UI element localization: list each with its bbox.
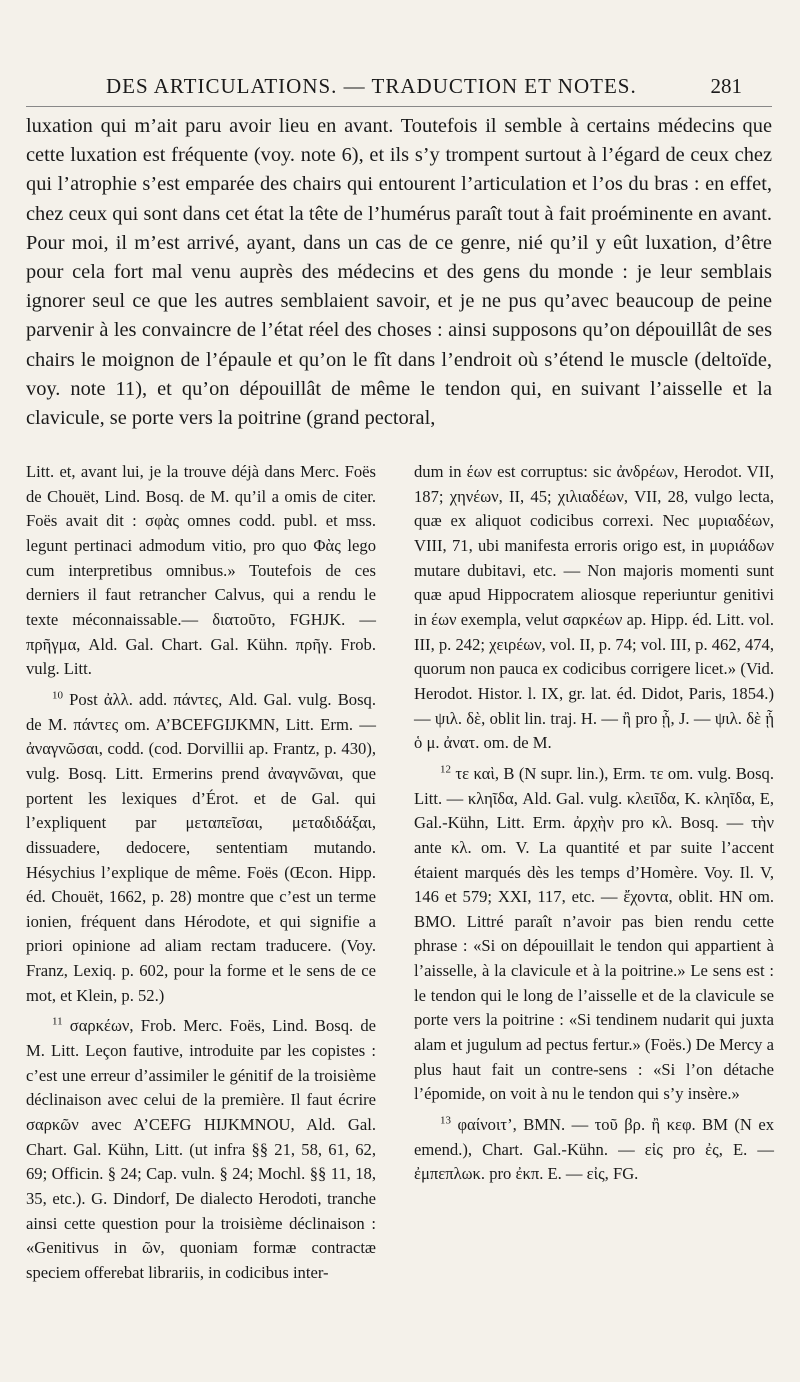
footnote-number: 10: [52, 689, 63, 702]
footnote-text: φαίνοιτ’, BMN. — τοῦ βρ. ἢ κεφ. BM (N ex emend.), Chart. Gal.-Kühn. — εἰς pro ἐς, E. — ἐμπεπλωκ. pro ἐκπ. E. — εἰς, FG.: [414, 1115, 774, 1184]
footnotes-left-column: [26, 460, 376, 1286]
footnote-text: τε καὶ, B (N supr. lin.), Erm. τε om. vulg. Bosq. Litt. — κληῖδα, Ald. Gal. vulg. κλειῖδα, K. κληῖδα, E, Gal.-Kühn, Litt. Erm. ἀρχὴν pro κλ. Bosq. — τὴν ante κλ. om. V. La quantité et par suite l’accent étaient marqués dès les temps d’Homère. Voy. Il. V, 146 et 579; XXI, 117, etc. — ἔχοντα, oblit. HN om. BMO. Littré paraît n’avoir pas bien rendu cette phrase : «Si on dépouillait le tendon qui appartient à l’aisselle, à la clavicule et à la poitrine.» Le sens est : le tendon qui le long de l’aisselle et de la clavicule se porte vers la poitrine : «Si tendinem nudarit qui juxta alam et jugulum ad pectus fertur.» (Foës.) De Mercy a plus haut fait un contre-sens : «Si l’on détache l’épomide, on voit à nu le tendon qui s’y insère.»: [414, 763, 775, 1104]
running-title: DES ARTICULATIONS. — TRADUCTION ET NOTES.: [106, 74, 637, 98]
footnote-10: [26, 688, 376, 1009]
footnote-text: σαρκέων, Frob. Merc. Foës, Lind. Bosq. de M. Litt. Leçon fautive, introduite par les copistes : c’est une erreur d’assimiler le génitif de la troisième déclinaison avec celui de la première. Il faut écrire σαρκῶν avec A’CEFG HIJKMNOU, Ald. Gal. Chart. Gal. Kühn, Litt. (ut infra §§ 21, 58, 61, 62, 69; Officin. § 24; Cap. vuln. § 24; Mochl. §§ 11, 18, 35, etc.). G. Dindorf, De dialecto Herodoti, tranche ainsi cette question pour la troisième déclinaison : «Genitivus in ῶν, quoniam formæ contractæ speciem offerebat librariis, in codicibus inter-: [26, 1016, 376, 1282]
footnote-13: [414, 1113, 774, 1187]
running-header: [106, 74, 742, 99]
header-rule: [26, 106, 772, 107]
footnote-11: [26, 1014, 376, 1285]
footnote-continuation: [414, 460, 774, 756]
footnote-text: Post ἀλλ. add. πάντες, Ald. Gal. vulg. Bosq. de M. πάντες om. A’BCEFGIJKMN, Litt. Erm. — ἀναγνῶσαι, codd. (cod. Dorvillii ap. Frantz, p. 430), vulg. Bosq. Litt. Ermerins prend ἀναγνῶναι, que portent les lexiques d’Érot. et de Gal. qui l’expliquent par μεταπεῖσαι, μεταδιδάξαι, dissuadere, dedocere, sententiam mutando. Hésychius l’explique de même. Foës (Œcon. Hipp. éd. Chouët, 1662, p. 28) montre que c’est un terme ionien, fréquent dans Hérodote, et qui signifie a priori opinione ad aliam rectam traducere. (Voy. Franz, Lexiq. p. 602, pour la forme et le sens de ce mot, et Klein, p. 52.): [26, 689, 376, 1005]
footnotes-right-column: [414, 460, 774, 1187]
footnote-text: dum in έων est corruptus: sic ἀνδρέων, Herodot. VII, 187; χηνέων, II, 45; χιλιαδέων, VII, 28, vulgo lecta, quæ ex aliquot codicibus correxi. Nec μυριαδέων, VIII, 71, ubi manifesta erroris origo est, in μυριάδων mutare dubitavi, etc. — Non majoris momenti sunt quæ apud Hippocratem aliosque reperiuntur genitivi in έων exempla, velut σαρκέων ap. Hipp. éd. Litt. vol. III, p. 242; χειρέων, vol. II, p. 74; vol. III, p. 462, 474, quorum non pauca ex codicibus corrigere licet.» (Vid. Herodot. Histor. l. IX, gr. lat. éd. Didot, Paris, 1854.) — ψιλ. δὲ, oblit lin. traj. H. — ἢ pro ᾗ, J. — ψιλ. δὲ ᾗ ὁ μ. ἀνατ. om. de M.: [414, 462, 774, 753]
footnote-number: 12: [440, 763, 451, 776]
footnote-number: 11: [52, 1015, 63, 1028]
page-number: 281: [710, 74, 742, 98]
footnote-number: 13: [440, 1114, 451, 1127]
footnote-text: Litt. et, avant lui, je la trouve déjà dans Merc. Foës de Chouët, Lind. Bosq. de M. qu’il a omis de citer. Foës avait dit : σφὰς omnes codd. publ. et mss. legunt pertinaci admodum vitio, pro quo Φὰς lego cum interpretibus omnibus.» Toutefois de ces derniers il faut retrancher Calvus, qui a rendu le texte méconnaissable.— διατοῦτο, FGHJK. — πρῆγμα, Ald. Gal. Chart. Gal. Kühn. πρῆγ. Frob. vulg. Litt.: [26, 462, 376, 679]
footnote-continuation: [26, 460, 376, 682]
main-paragraph: luxation qui m’ait paru avoir lieu en avant. Toutefois il semble à certains médecins que cette luxation est fréquente (voy. note 6), et ils s’y trompent surtout à l’égard de ceux chez qui l’atrophie s’est emparée des chairs qui entourent l’articulation et l’os du bras : en effet, chez ceux qui sont dans cet état la tête de l’humérus paraît tout à fait proéminente en avant. Pour moi, il m’est arrivé, ayant, dans un cas de ce genre, nié qu’il y eût luxation, d’être pour cela fort mal venu auprès des médecins et des gens du monde : je leur semblais ignorer seul ce que les autres semblaient savoir, et je ne pus qu’avec beaucoup de peine parvenir à les convaincre de l’état réel des choses : ainsi supposons qu’on dépouillât de ses chairs le moignon de l’épaule et qu’on le fît dans l’endroit où s’étend le muscle (deltoïde, voy. note 11), et qu’on dépouillât de même le tendon qui, en suivant l’aisselle et la clavicule, se porte vers la poitrine (grand pectoral,: [26, 115, 772, 430]
footnote-12: [414, 762, 774, 1107]
main-text-block: [26, 112, 772, 433]
